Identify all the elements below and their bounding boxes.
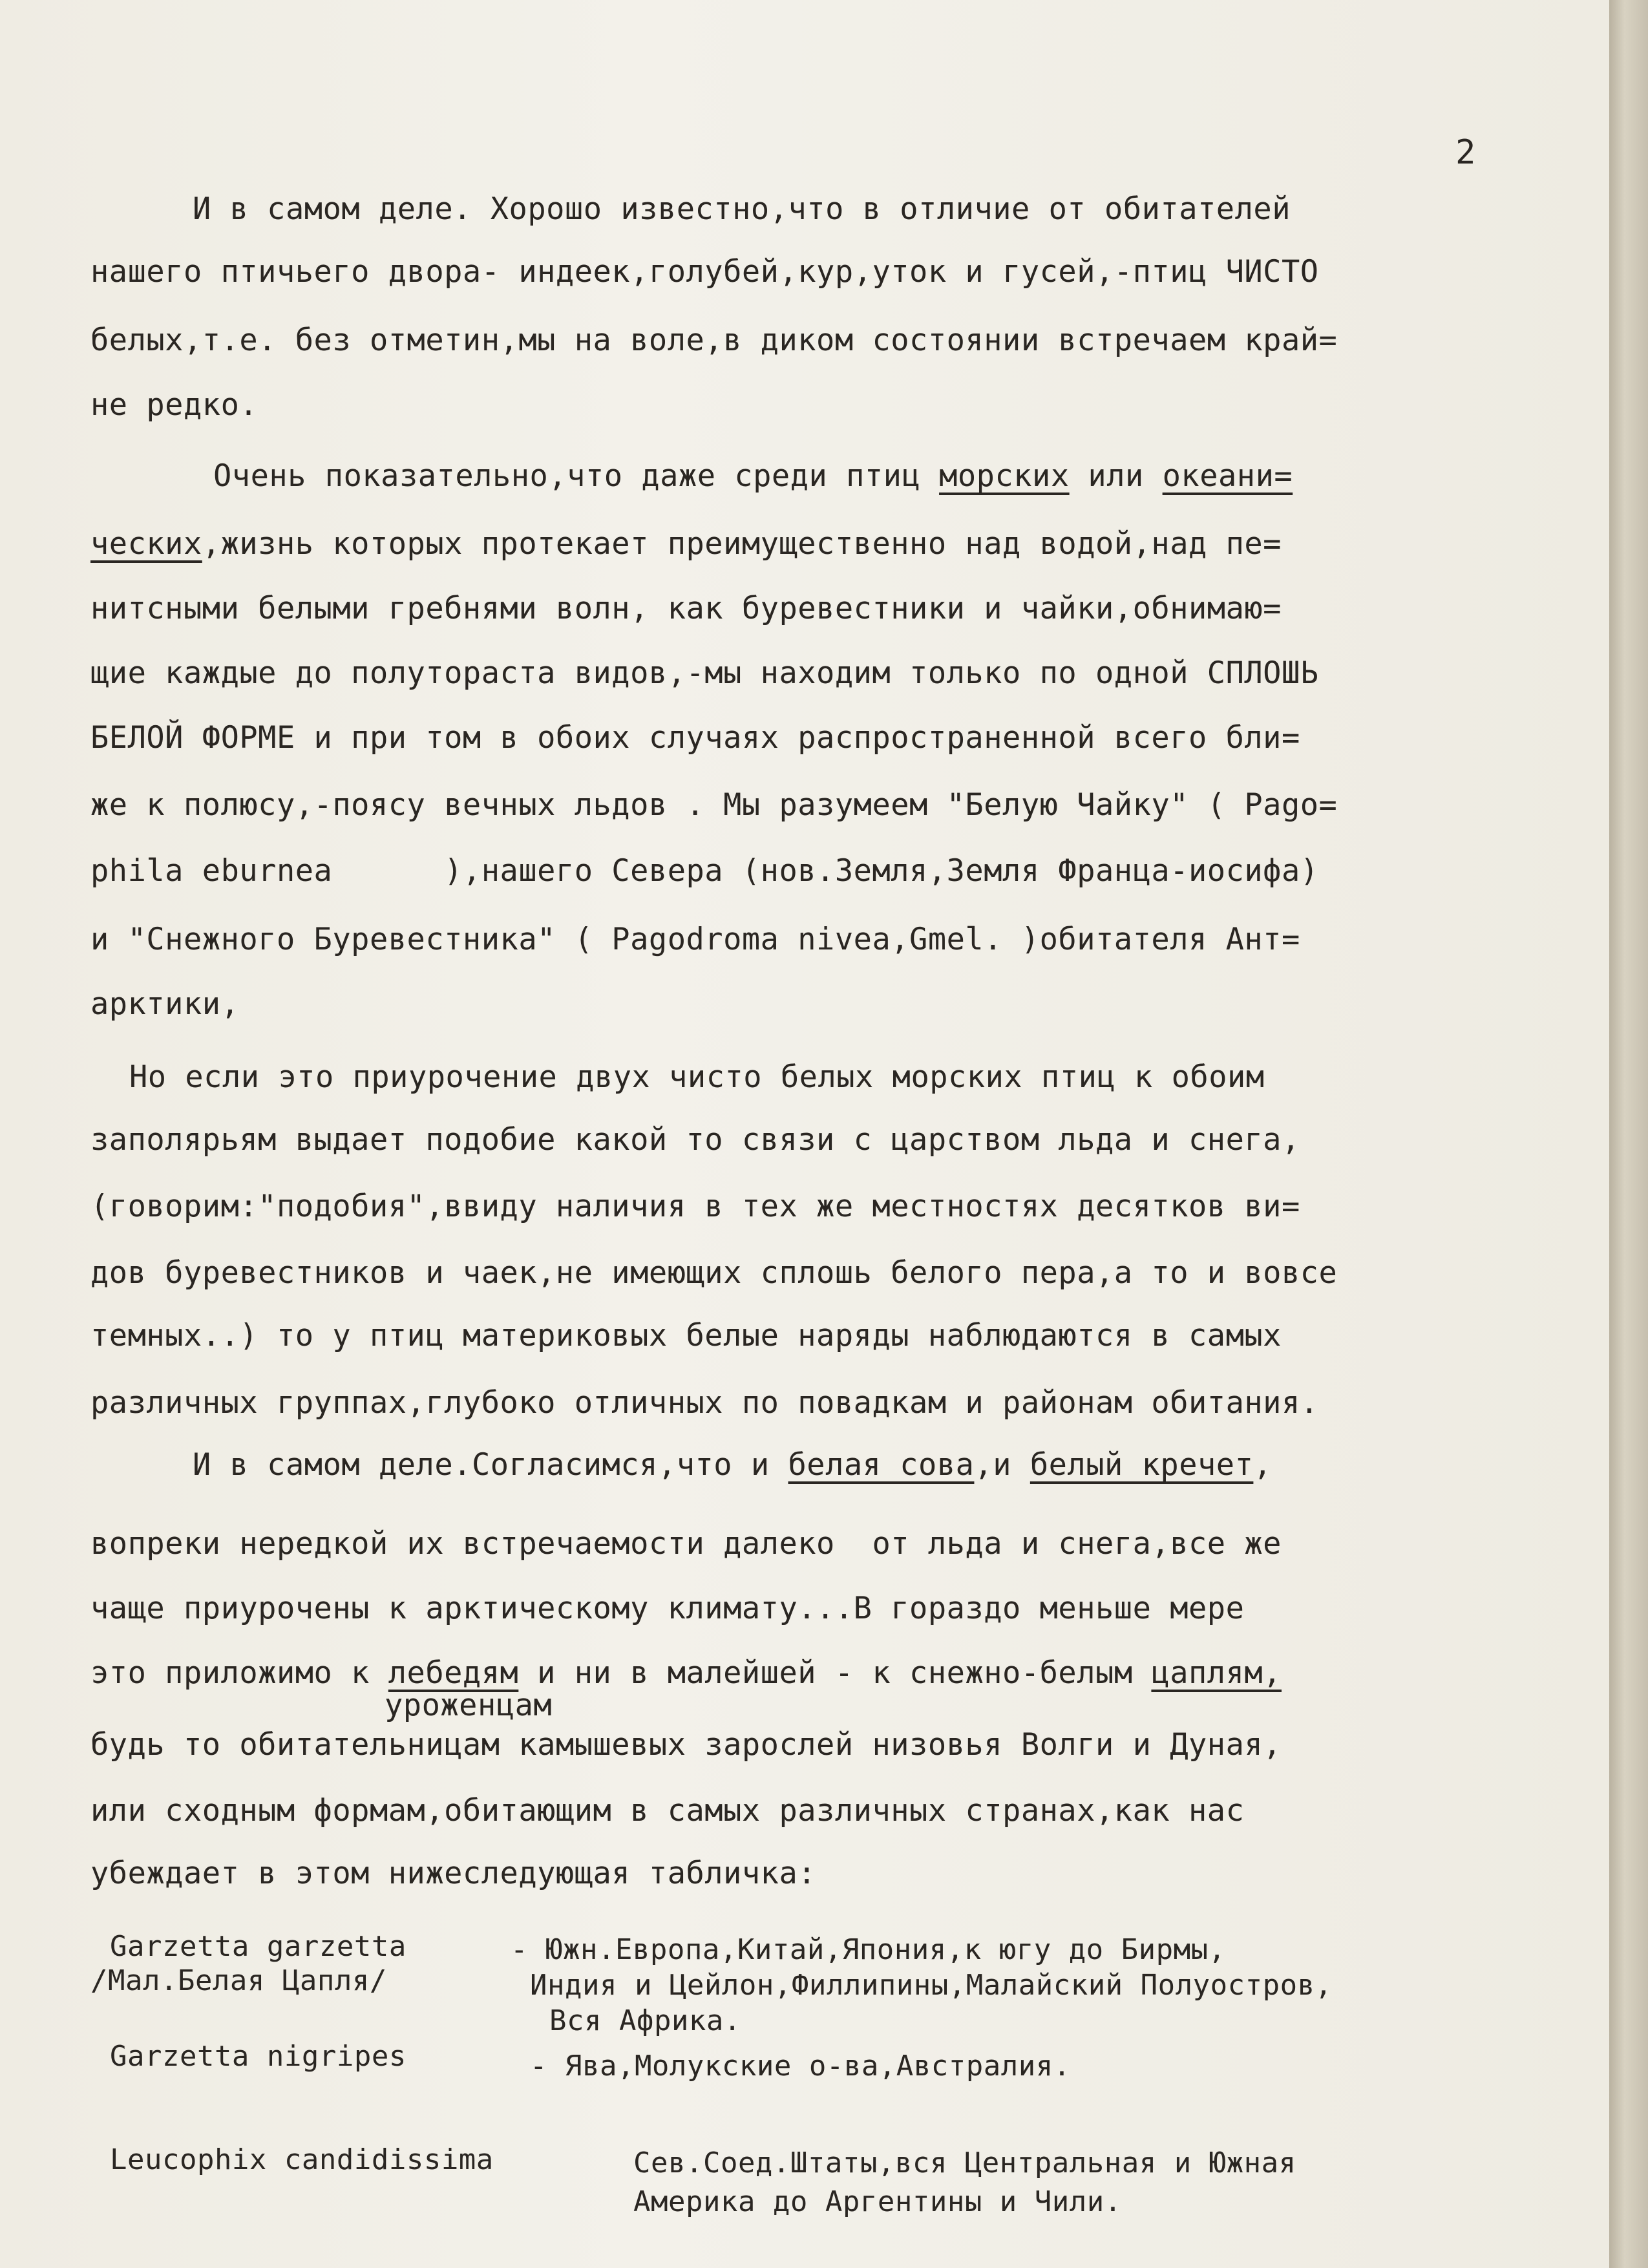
table-row-1-range-3: Вся Африка. [549,2004,741,2037]
underline-tsaplyam: цаплям, [1151,1655,1282,1691]
underline-belaya-sova: белая сова [788,1447,975,1483]
p2-line-7: phila eburnea ),нашего Севера (нов.Земля,Земля Франца-иосифа) [90,853,1319,889]
p2-line-5: БЕЛОЙ ФОРМЕ и при том в обоих случаях распространенной всего бли= [90,720,1300,756]
underline-belyi-krechet: белый кречет [1030,1447,1254,1483]
p2-line-9: арктики, [90,986,240,1022]
p3-line-5: темных..) то у птиц материковых белые наряды наблюдаются в самых [90,1318,1282,1353]
p4-line-4: это приложимо к лебедям и ни в малейшей - к снежно-белым цаплям, [90,1655,1282,1691]
bleed-through-text [97,123,1519,142]
p2-line-1: Очень показательно,что даже среди птиц морских или океани= [213,458,1293,494]
table-row-1-range-2: Индия и Цейлон,Филлипины,Малайский Полуостров, [530,1969,1333,2002]
table-row-2-range: - Ява,Молукские о-ва,Австралия. [530,2050,1071,2083]
p3-line-3: (говорим:"подобия",ввиду наличия в тех же местностях десятков ви= [90,1189,1300,1224]
table-row-1-species-russian: /Мал.Белая Цапля/ [90,1964,387,1997]
p3-line-2: заполярьям выдает подобие какой то связи с царством льда и снега, [90,1122,1300,1158]
underline-okeani: океани= [1162,458,1293,494]
handwritten-insert-urozhentsam: уроженцам [385,1688,553,1723]
p3-line-4: дов буревестников и чаек,не имеющих сплошь белого пера,а то и вовсе [90,1255,1338,1291]
underline-morskikh: морских [939,458,1070,494]
p1-line-2: нашего птичьего двора- индеек,голубей,кур,уток и гусей,-птиц ЧИСТО [90,254,1319,290]
p2-line-6: же к полюсу,-поясу вечных льдов . Мы разумеем "Белую Чайку" ( Pago= [90,787,1338,823]
p1-line-4: не редко. [90,387,259,423]
p2-line-3: нитсными белыми гребнями волн, как буревестники и чайки,обнимаю= [90,591,1282,626]
table-row-3-range-2: Америка до Аргентины и Чили. [633,2185,1122,2218]
p2-line-4: щие каждые до полутораста видов,-мы находим только по одной СПЛОШЬ [90,655,1319,691]
p1-line-3: белых,т.е. без отметин,мы на воле,в диком состоянии встречаем край= [90,323,1338,358]
p4-line-2: вопреки нередкой их встречаемости далеко от льда и снега,все же [90,1526,1282,1562]
p1-line-1: И в самом деле. Хорошо известно,что в отличие от обитателей [193,191,1291,227]
p3-line-1: Но если это приурочение двух чисто белых морских птиц к обоим [129,1059,1265,1095]
table-row-3-range-1: Сев.Соед.Штаты,вся Центральная и Южная [633,2146,1296,2179]
p3-line-6: различных группах,глубоко отличных по повадкам и районам обитания. [90,1385,1319,1421]
underline-lebedyam: лебедям [388,1655,519,1691]
page-edge [1609,0,1648,2268]
p4-line-6: или сходным формам,обитающим в самых различных странах,как нас [90,1793,1245,1828]
table-row-1-range-1: - Южн.Европа,Китай,Япония,к югу до Бирмы, [511,1933,1226,1966]
page-number: 2 [1455,133,1476,172]
table-row-3-species: Leucophix candidissima [110,2143,494,2176]
table-row-1-species-latin: Garzetta garzetta [110,1930,407,1963]
p2-line-2: ческих,жизнь которых протекает преимущественно над водой,над пе= [90,526,1282,562]
p2-line-8: и "Снежного Буревестника" ( Pagodroma nivea,Gmel. )обитателя Ант= [90,922,1300,957]
table-row-2-species: Garzetta nigripes [110,2040,407,2073]
p4-line-5: будь то обитательницам камышевых зарослей низовья Волги и Дуная, [90,1727,1282,1763]
underline-cheskikh: ческих [90,526,202,562]
p4-line-3: чаще приурочены к арктическому климату...В гораздо меньше мере [90,1591,1245,1626]
p4-line-1: И в самом деле.Согласимся,что и белая сова,и белый кречет, [193,1447,1273,1483]
p4-line-7: убеждает в этом нижеследующая табличка: [90,1856,817,1891]
